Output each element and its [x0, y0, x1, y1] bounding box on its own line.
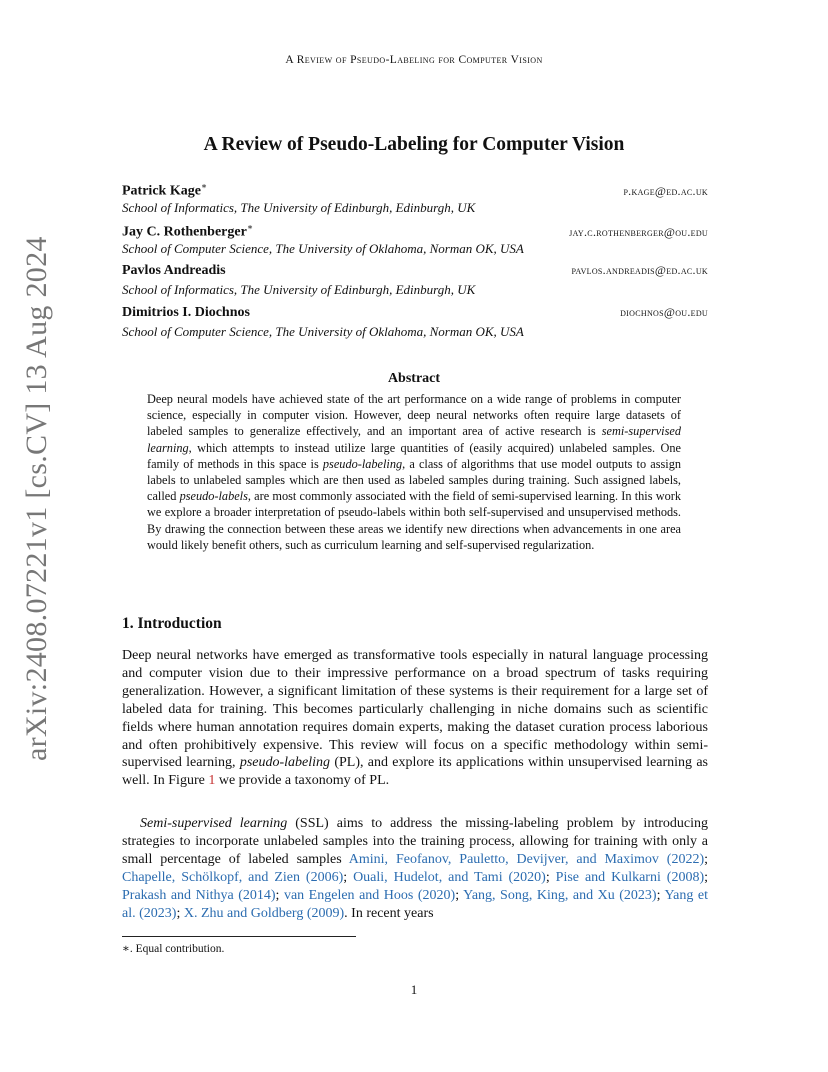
arxiv-identifier: arXiv:2408.07221v1 [cs.CV] 13 Aug 2024 [20, 236, 53, 761]
author-name: Dimitrios I. Diochnos [122, 305, 250, 320]
intro-paragraph: Semi-supervised learning (SSL) aims to address the missing-labeling problem by introducing strategies to incorporate unlabeled samples into the training process, allowing for training with only a small percentage of labeled samples Amini, Feofanov, Pauletto, Devijver, and Maximov (2022); Chapelle, Schölkopf, and Zien (2006); Ouali, Hudelot, and Tami (2020); Pise and Kulkarni (2008); Prakash and Nithya (2014); van Engelen and Hoos (2020); Yang, Song, King, and Xu (2023); Yang et al. (2023); X. Zhu and Goldberg (2009). In recent years [122, 816, 709, 921]
author-block [122, 222, 708, 257]
figure-reference-link[interactable]: 1 [208, 773, 216, 789]
citation-link[interactable]: X. Zhu and Goldberg (2009) [183, 905, 345, 921]
author-mark: ∗ [246, 222, 253, 232]
citation-link[interactable]: Amini, Feofanov, Pauletto, Devijver, and Maximov (2022) [348, 851, 705, 867]
author-email[interactable]: jay.c.rothenberger@ou.edu [569, 224, 708, 239]
citation-link[interactable]: Chapelle, Schölkopf, and Zien (2006) [122, 869, 344, 885]
author-affiliation: School of Computer Science, The University of Oklahoma, Norman OK, USA [122, 324, 524, 339]
citation-link[interactable]: Yang et al. (2023) [122, 887, 709, 921]
citation-link[interactable]: Ouali, Hudelot, and Tami (2020) [353, 869, 546, 885]
page-number: 1 [410, 982, 418, 997]
paper-title: A Review of Pseudo-Labeling for Computer Vision [203, 134, 625, 155]
author-name: Pavlos Andreadis [122, 263, 226, 278]
footnote: ∗. Equal contribution. [122, 943, 225, 955]
author-affiliation: School of Informatics, The University of Edinburgh, Edinburgh, UK [122, 200, 476, 215]
author-email[interactable]: p.kage@ed.ac.uk [623, 183, 708, 198]
author-affiliation: School of Informatics, The University of Edinburgh, Edinburgh, UK [122, 282, 476, 297]
citation-link[interactable]: Yang, Song, King, and Xu (2023) [463, 887, 657, 903]
citation-link[interactable]: van Engelen and Hoos (2020) [283, 887, 456, 903]
intro-paragraph: Deep neural networks have emerged as transformative tools especially in natural language processing and computer vision due to their impressive performance on a broad spectrum of tasks requiring generalization. However, a significant limitation of these systems is their requirement for a large set of labeled data for training. This becomes particularly challenging in niche domains such as scientific fields where human annotation requires domain experts, making the dataset curation process laborious and often prohibitively expensive. This review will focus on a specific methodology within semi-supervised learning, pseudo-labeling (PL), and explore its applications within unsupervised learning as well. In Figure 1 we provide a taxonomy of PL. [122, 648, 708, 789]
running-head: A Review of Pseudo-Labeling for Computer Vision [285, 54, 543, 66]
author-email[interactable]: diochnos@ou.edu [620, 305, 708, 319]
author-mark: ∗ [200, 181, 208, 191]
abstract-body: Deep neural models have achieved state of the art performance on a wide range of problems in computer science, especially in computer vision. However, deep neural networks often require large datasets of labeled samples to generalize effectively, and an important area of active research is semi-supervised learning, which attempts to instead utilize large quantities of (easily acquired) unlabeled samples. One family of methods in this space is pseudo-labeling, a class of algorithms that use model outputs to assign labels to unlabeled samples which are then used as labeled samples during training. Such assigned labels, called pseudo-labels, are most commonly associated with the field of semi-supervised learning. In this work we explore a broader interpretation of pseudo-labels within both self-supervised and unsupervised methods. By drawing the connection between these areas we identify new directions when advancements in one area would likely benefit others, such as curriculum learning and self-supervised regularization. [147, 392, 682, 552]
author-block [122, 305, 708, 340]
section-heading: 1. Introduction [122, 615, 222, 632]
author-block [122, 181, 708, 216]
citation-link[interactable]: Pise and Kulkarni (2008) [555, 869, 705, 885]
author-name: Jay C. Rothenberger∗ [122, 222, 253, 240]
abstract-heading: Abstract [387, 371, 441, 386]
footnote-divider [122, 936, 356, 937]
author-name: Patrick Kage∗ [122, 181, 208, 199]
author-block [122, 263, 708, 298]
author-email[interactable]: pavlos.andreadis@ed.ac.uk [571, 263, 708, 277]
author-affiliation: School of Computer Science, The University of Oklahoma, Norman OK, USA [122, 241, 524, 256]
citation-link[interactable]: Prakash and Nithya (2014) [122, 887, 276, 903]
